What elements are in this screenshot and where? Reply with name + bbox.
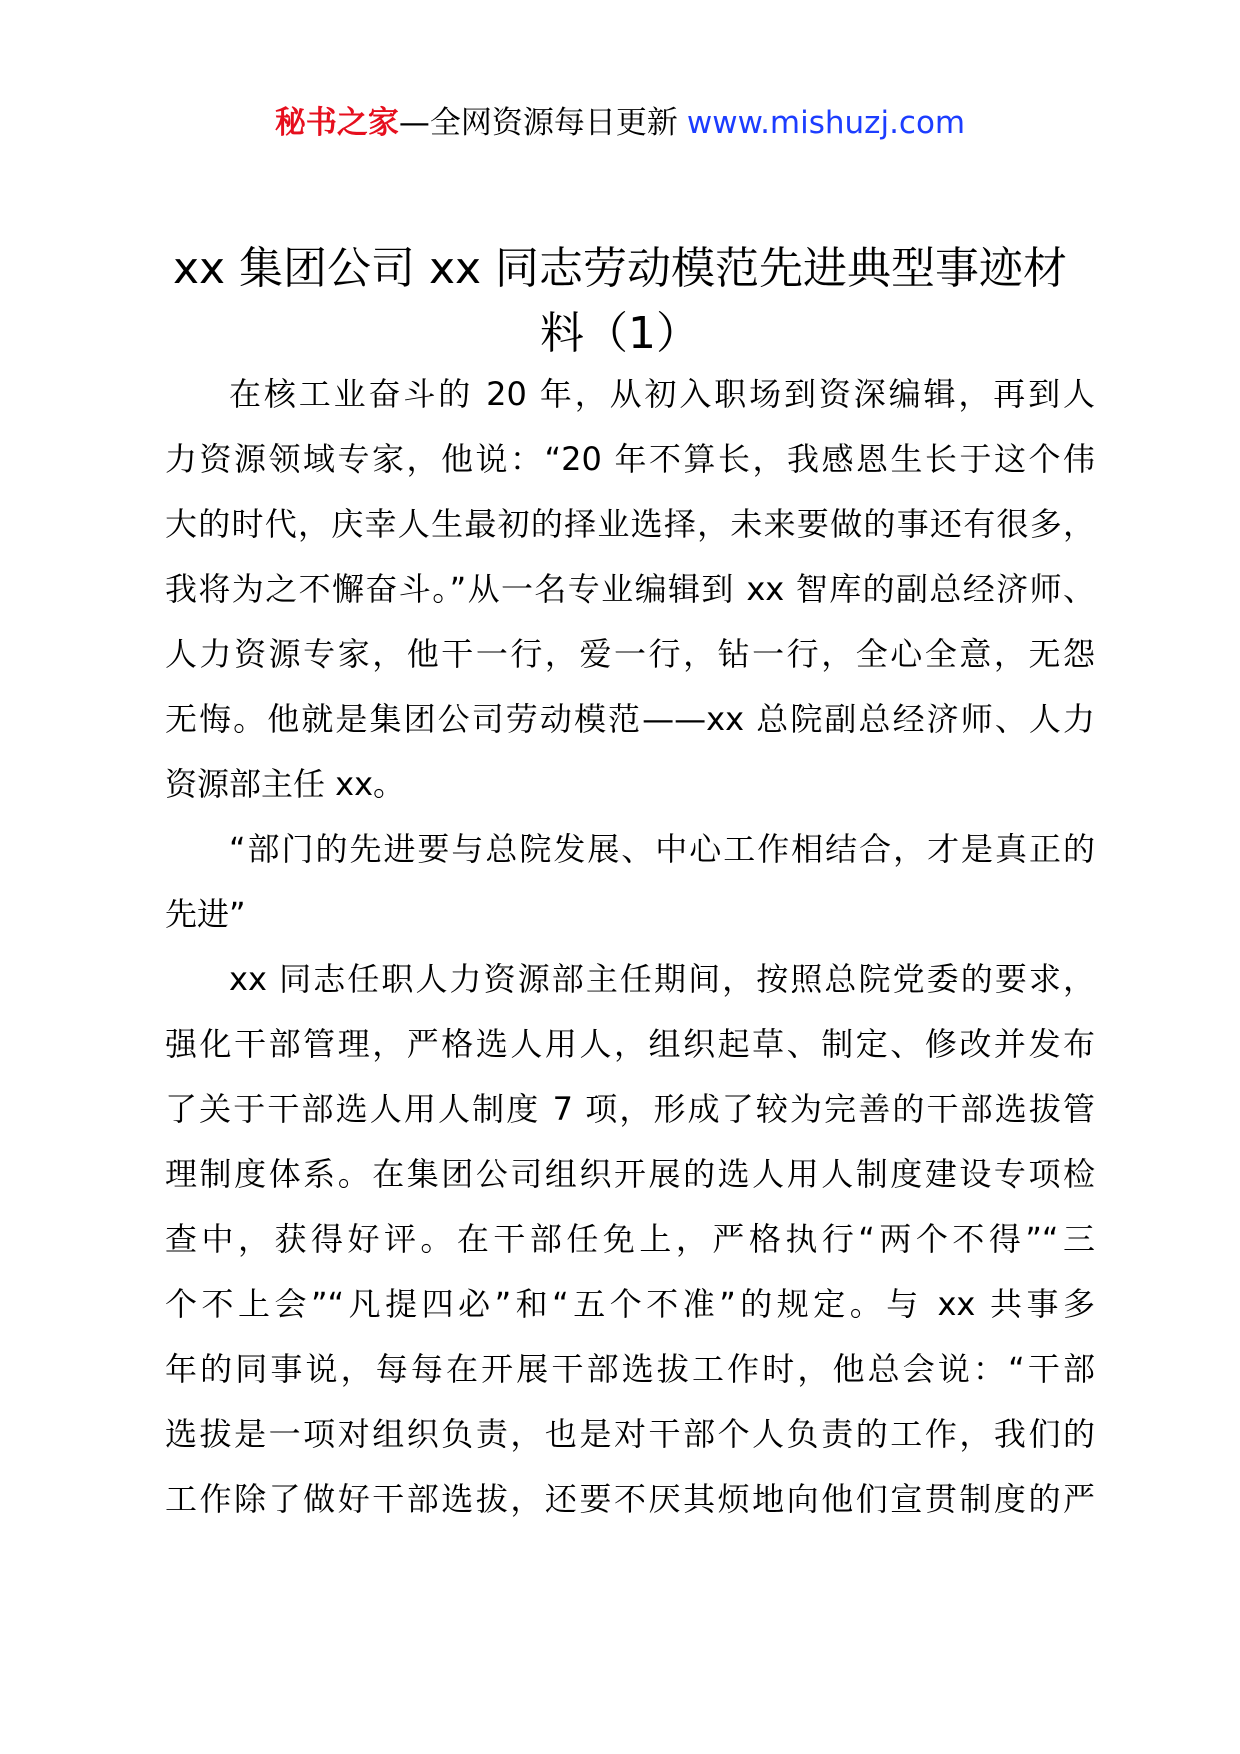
- document-title: [120, 236, 1120, 366]
- site-brand: 秘书之家: [274, 105, 399, 141]
- document-body: [165, 362, 1095, 1532]
- body-line: “部门的先进要与总院发展、中心工作相结合，才是真正的: [229, 830, 1095, 868]
- body-line: 我将为之不懈奋斗。”从一名专业编辑到 xx 智库的副总经济师、: [165, 570, 1095, 608]
- body-line: 工作除了做好干部选拔，还要不厌其烦地向他们宣贯制度的严: [165, 1480, 1095, 1518]
- title-line: 料（1）: [540, 308, 700, 359]
- site-tagline: —全网资源每日更新: [398, 105, 678, 141]
- body-line: 在核工业奋斗的 20 年，从初入职场到资深编辑，再到人: [229, 375, 1095, 413]
- title-line: xx 集团公司 xx 同志劳动模范先进典型事迹材: [172, 243, 1068, 294]
- paragraph: [165, 817, 1095, 947]
- body-line: 了关于干部选人用人制度 7 项，形成了较为完善的干部选拔管: [165, 1090, 1095, 1128]
- body-line: 年的同事说，每每在开展干部选拔工作时，他总会说：“干部: [165, 1350, 1095, 1388]
- site-header: [0, 103, 1240, 143]
- paragraph: [165, 362, 1095, 817]
- body-line: 人力资源专家，他干一行，爱一行，钻一行，全心全意，无怨: [165, 635, 1095, 673]
- body-line: xx 同志任职人力资源部主任期间，按照总院党委的要求，: [229, 960, 1095, 998]
- body-line: 先进”: [165, 895, 246, 933]
- body-line: 选拔是一项对组织负责，也是对干部个人负责的工作，我们的: [165, 1415, 1095, 1453]
- body-line: 理制度体系。在集团公司组织开展的选人用人制度建设专项检: [165, 1155, 1095, 1193]
- body-line: 大的时代，庆幸人生最初的择业选择，未来要做的事还有很多，: [165, 505, 1095, 543]
- body-line: 强化干部管理，严格选人用人，组织起草、制定、修改并发布: [165, 1025, 1095, 1063]
- body-line: 查中，获得好评。在干部任免上，严格执行“两个不得”“三: [165, 1220, 1095, 1258]
- body-line: 力资源领域专家，他说：“20 年不算长，我感恩生长于这个伟: [165, 440, 1095, 478]
- body-line: 资源部主任 xx。: [165, 765, 406, 803]
- body-line: 个不上会”“凡提四必”和“五个不准”的规定。与 xx 共事多: [165, 1285, 1095, 1323]
- site-url-link[interactable]: www.mishuzj.com: [686, 105, 966, 141]
- body-line: 无悔。他就是集团公司劳动模范——xx 总院副总经济师、人力: [165, 700, 1095, 738]
- paragraph: [165, 947, 1095, 1532]
